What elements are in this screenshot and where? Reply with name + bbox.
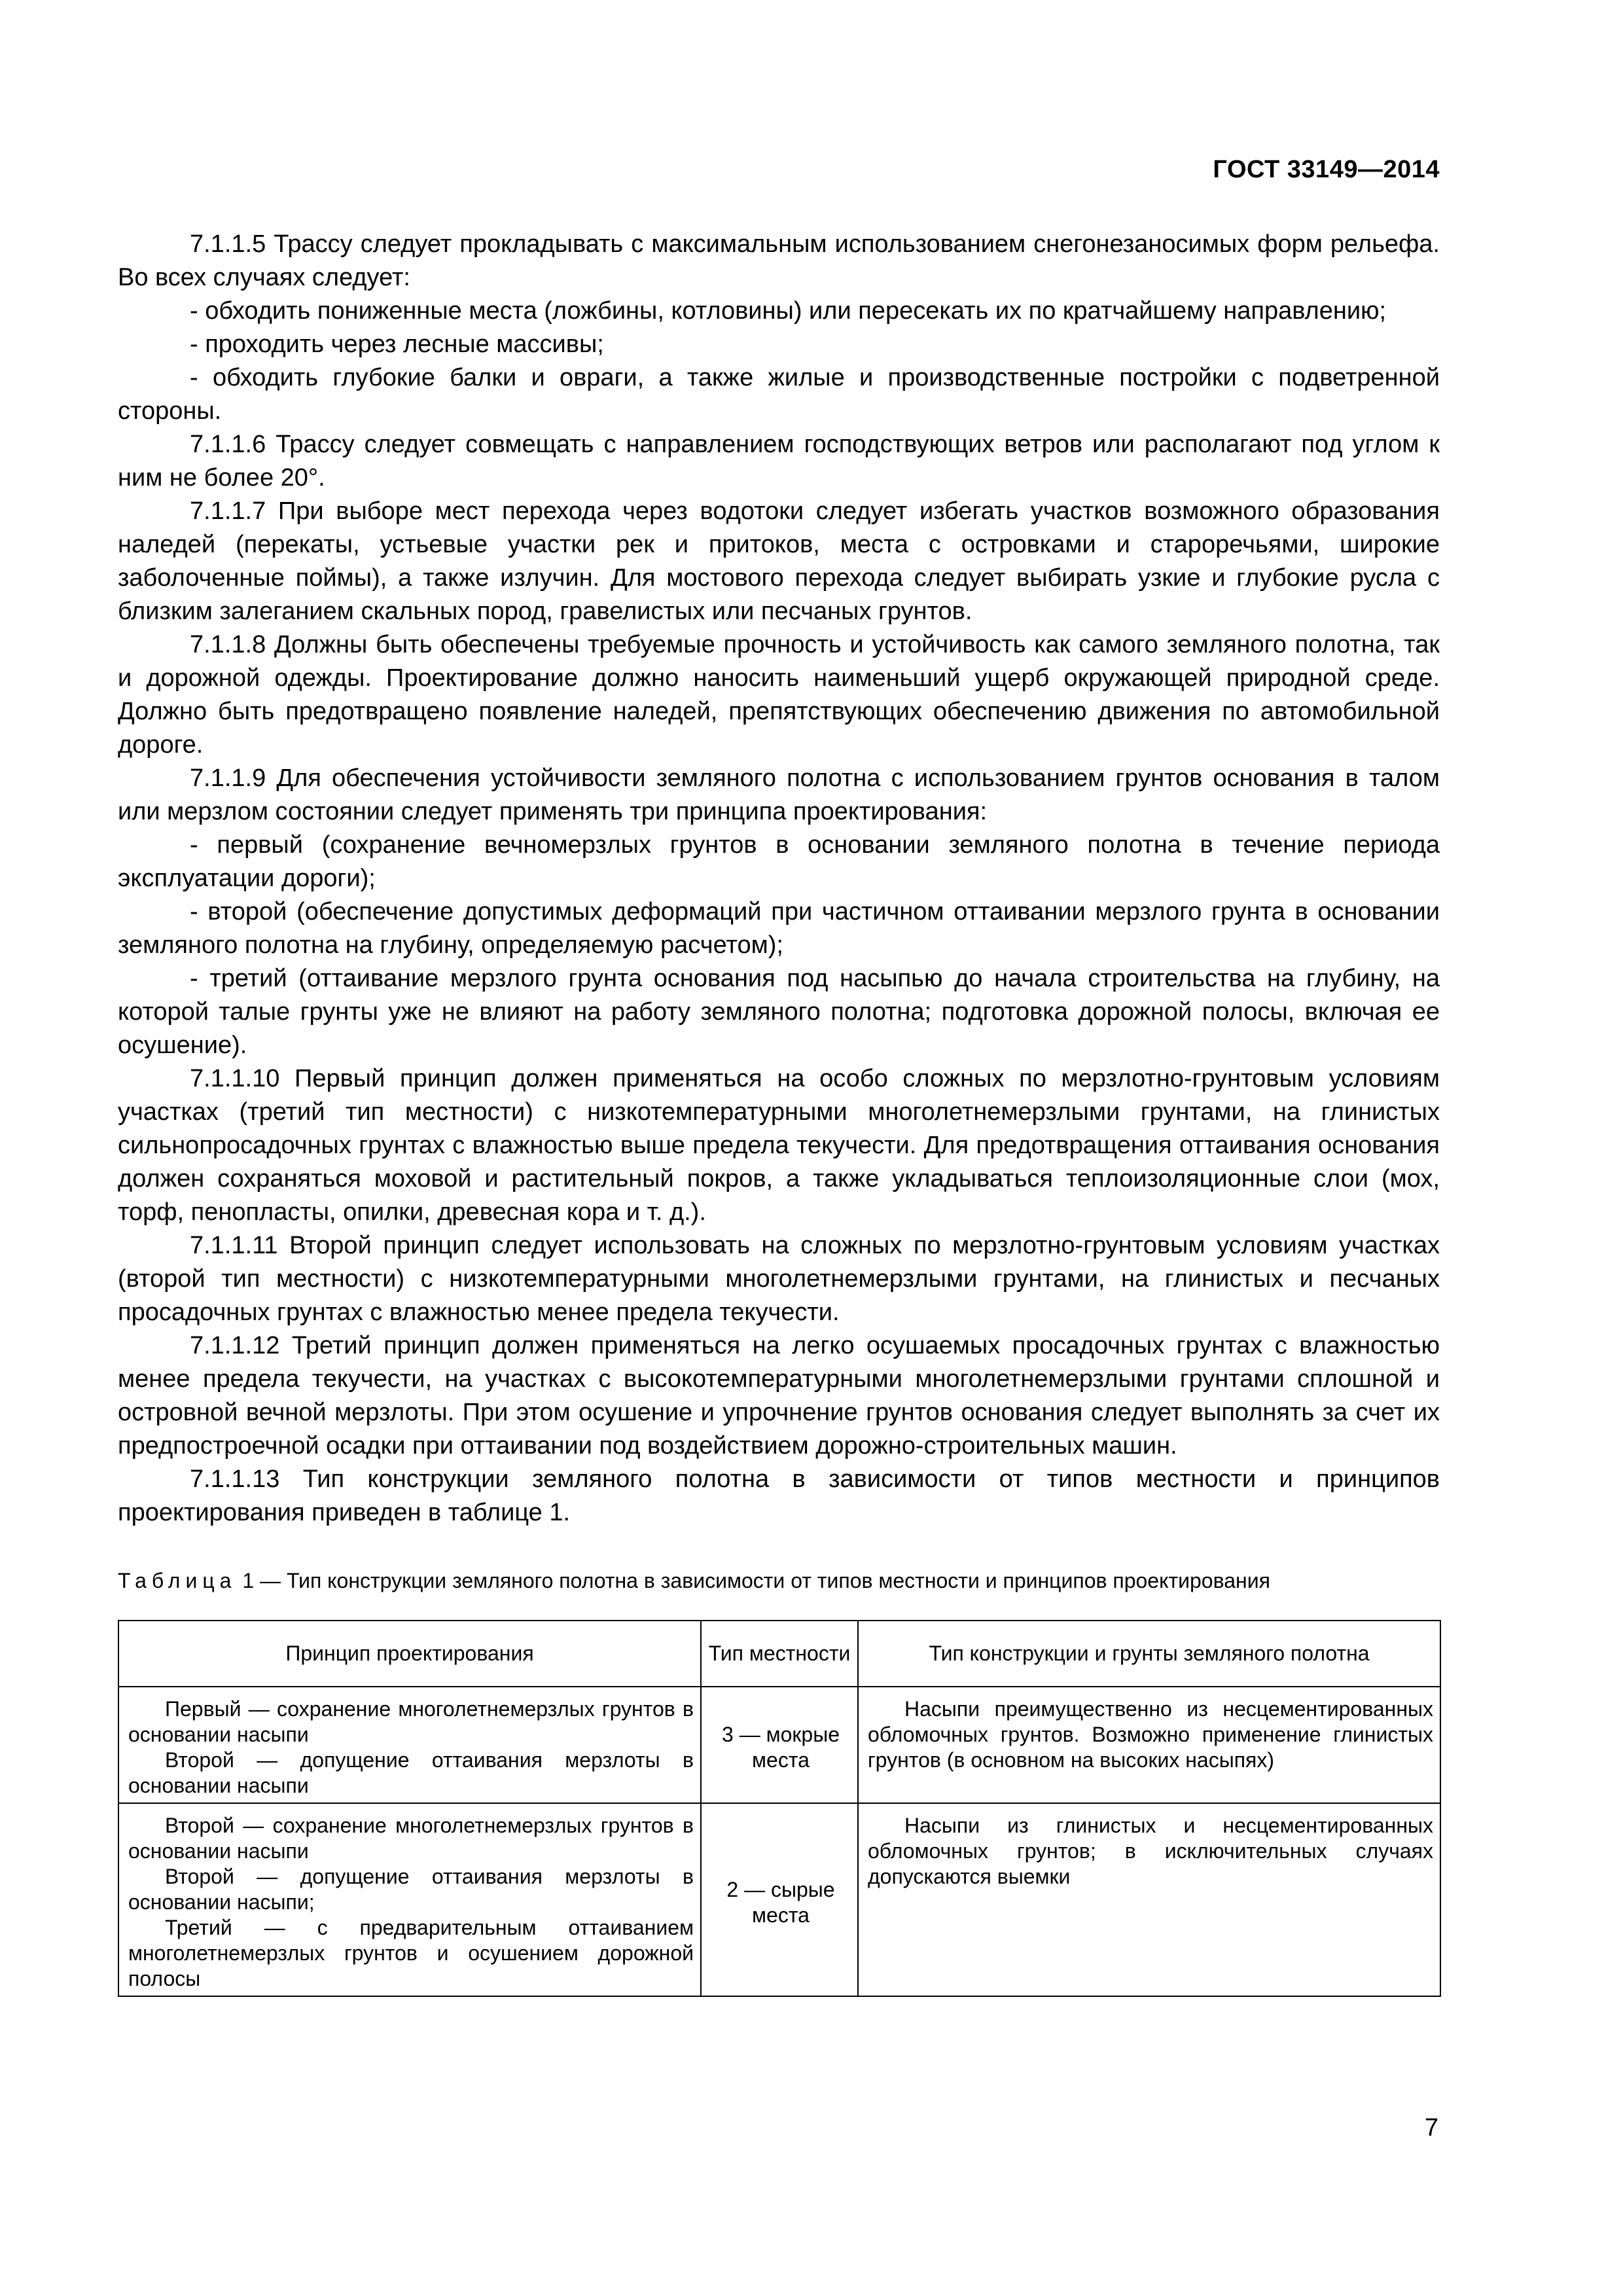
- construction-text: Насыпи преимущественно из несцементированных обломочных грунтов. Возможно применение глинистых грунтов (в основном на высоких насыпях): [868, 1697, 1433, 1772]
- column-header-construction: Тип конструкции и грунты земляного полотна: [858, 1621, 1440, 1687]
- list-item: - второй (обеспечение допустимых деформаций при частичном оттаивании мерзлого грунта в основании земляного полотна на глубину, определяемую расчетом);: [118, 898, 1440, 959]
- principle-text: Второй — допущение оттаивания мерзлоты в основании насыпи: [128, 1748, 694, 1797]
- paragraph: 7.1.1.12 Третий принцип должен применяться на легко осушаемых просадочных грунтах с влажностью менее предела текучести, на участках с высокотемпературными многолетнемерзлыми грунтами сплошной и островной вечной мерзлоты. При этом осушение и упрочнение грунтов основания следует выполнять за счет их предпостроечной осадки при оттаивании под воздействием дорожно-строительных машин.: [118, 1332, 1440, 1460]
- paragraph: 7.1.1.6 Трассу следует совмещать с направлением господствующих ветров или располагают под углом к ним не более 20°.: [118, 431, 1440, 492]
- page-number: 7: [1424, 2114, 1438, 2142]
- table-row: [118, 1687, 1440, 1803]
- paragraph: 7.1.1.9 Для обеспечения устойчивости земляного полотна с использованием грунтов основания в талом или мерзлом состоянии следует применять три принципа проектирования:: [118, 764, 1440, 825]
- construction-cell: [858, 1803, 1440, 1996]
- list-item: - проходить через лесные массивы;: [190, 331, 604, 358]
- column-header-principle: Принцип проектирования: [118, 1621, 701, 1687]
- list-item: - обходить пониженные места (ложбины, котловины) или пересекать их по кратчайшему направлению;: [190, 297, 1387, 325]
- principle-text: Второй — сохранение многолетнемерзлых грунтов в основании насыпи: [128, 1814, 694, 1863]
- document-header: ГОСТ 33149—2014: [1213, 156, 1440, 183]
- table-header-row: [118, 1621, 1440, 1687]
- construction-text: Насыпи из глинистых и несцементированных обломочных грунтов; в исключительных случаях допускаются выемки: [868, 1814, 1433, 1888]
- paragraph: 7.1.1.13 Тип конструкции земляного полотна в зависимости от типов местности и принципов проектирования приведен в таблице 1.: [118, 1465, 1440, 1526]
- paragraph: 7.1.1.7 При выборе мест перехода через водотоки следует избегать участков возможного образования наледей (перекаты, устьевые участки рек и притоков, места с островками и староречьями, широкие заболоченные поймы), а также излучин. Для мостового перехода следует выбирать узкие и глубокие русла с близким залеганием скальных пород, гравелистых или песчаных грунтов.: [118, 497, 1440, 625]
- principle-text: Третий — с предварительным оттаиванием многолетнемерзлых грунтов и осушением дорожной полосы: [128, 1916, 694, 1990]
- paragraph: 7.1.1.11 Второй принцип следует использовать на сложных по мерзлотно-грунтовым условиям участках (второй тип местности) с низкотемпературными многолетнемерзлыми грунтами, на глинистых и песчаных просадочных грунтах с влажностью менее предела текучести.: [118, 1232, 1440, 1326]
- paragraph: 7.1.1.10 Первый принцип должен применяться на особо сложных по мерзлотно-грунтовым условиям участках (третий тип местности) с низкотемпературными многолетнемерзлыми грунтами, на глинистых сильнопросадочных грунтах с влажностью выше предела текучести. Для предотвращения оттаивания основания должен сохраняться моховой и растительный покров, а также укладываться теплоизоляционные слои (мох, торф, пенопласты, опилки, древесная кора и т. д.).: [118, 1065, 1440, 1226]
- terrain-cell: 3 — мокрые места: [701, 1687, 858, 1803]
- list-item: - первый (сохранение вечномерзлых грунтов в основании земляного полотна в течение периода эксплуатации дороги);: [118, 831, 1440, 892]
- column-header-terrain: Тип местности: [701, 1621, 858, 1687]
- principle-cell: [118, 1803, 701, 1996]
- document-body: [118, 228, 1440, 1997]
- construction-cell: [858, 1687, 1440, 1803]
- principle-cell: [118, 1687, 701, 1803]
- design-principles-table: [118, 1620, 1441, 1997]
- terrain-cell: 2 — сырые места: [701, 1803, 858, 1996]
- paragraph: 7.1.1.8 Должны быть обеспечены требуемые прочность и устойчивость как самого земляного полотна, так и дорожной одежды. Проектирование должно наносить наименьший ущерб окружающей природной среде. Должно быть предотвращено появление наледей, препятствующих обеспечению движения по автомобильной дороге.: [118, 631, 1440, 759]
- table-caption: [118, 1566, 1440, 1595]
- table-caption-text: 1 — Тип конструкции земляного полотна в зависимости от типов местности и принципов проектирования: [242, 1569, 1270, 1592]
- principle-text: Первый — сохранение многолетнемерзлых грунтов в основании насыпи: [128, 1697, 694, 1746]
- table-caption-label: Таблица: [118, 1569, 237, 1592]
- paragraph: 7.1.1.5 Трассу следует прокладывать с максимальным использованием снегонезаносимых форм рельефа. Во всех случаях следует:: [118, 230, 1440, 291]
- table-row: [118, 1803, 1440, 1996]
- list-item: - обходить глубокие балки и овраги, а также жилые и производственные постройки с подветренной стороны.: [118, 364, 1440, 425]
- list-item: - третий (оттаивание мерзлого грунта основания под насыпью до начала строительства на глубину, на которой талые грунты уже не влияют на работу земляного полотна; подготовка дорожной полосы, включая ее осушение).: [118, 965, 1440, 1059]
- principle-text: Второй — допущение оттаивания мерзлоты в основании насыпи;: [128, 1865, 694, 1914]
